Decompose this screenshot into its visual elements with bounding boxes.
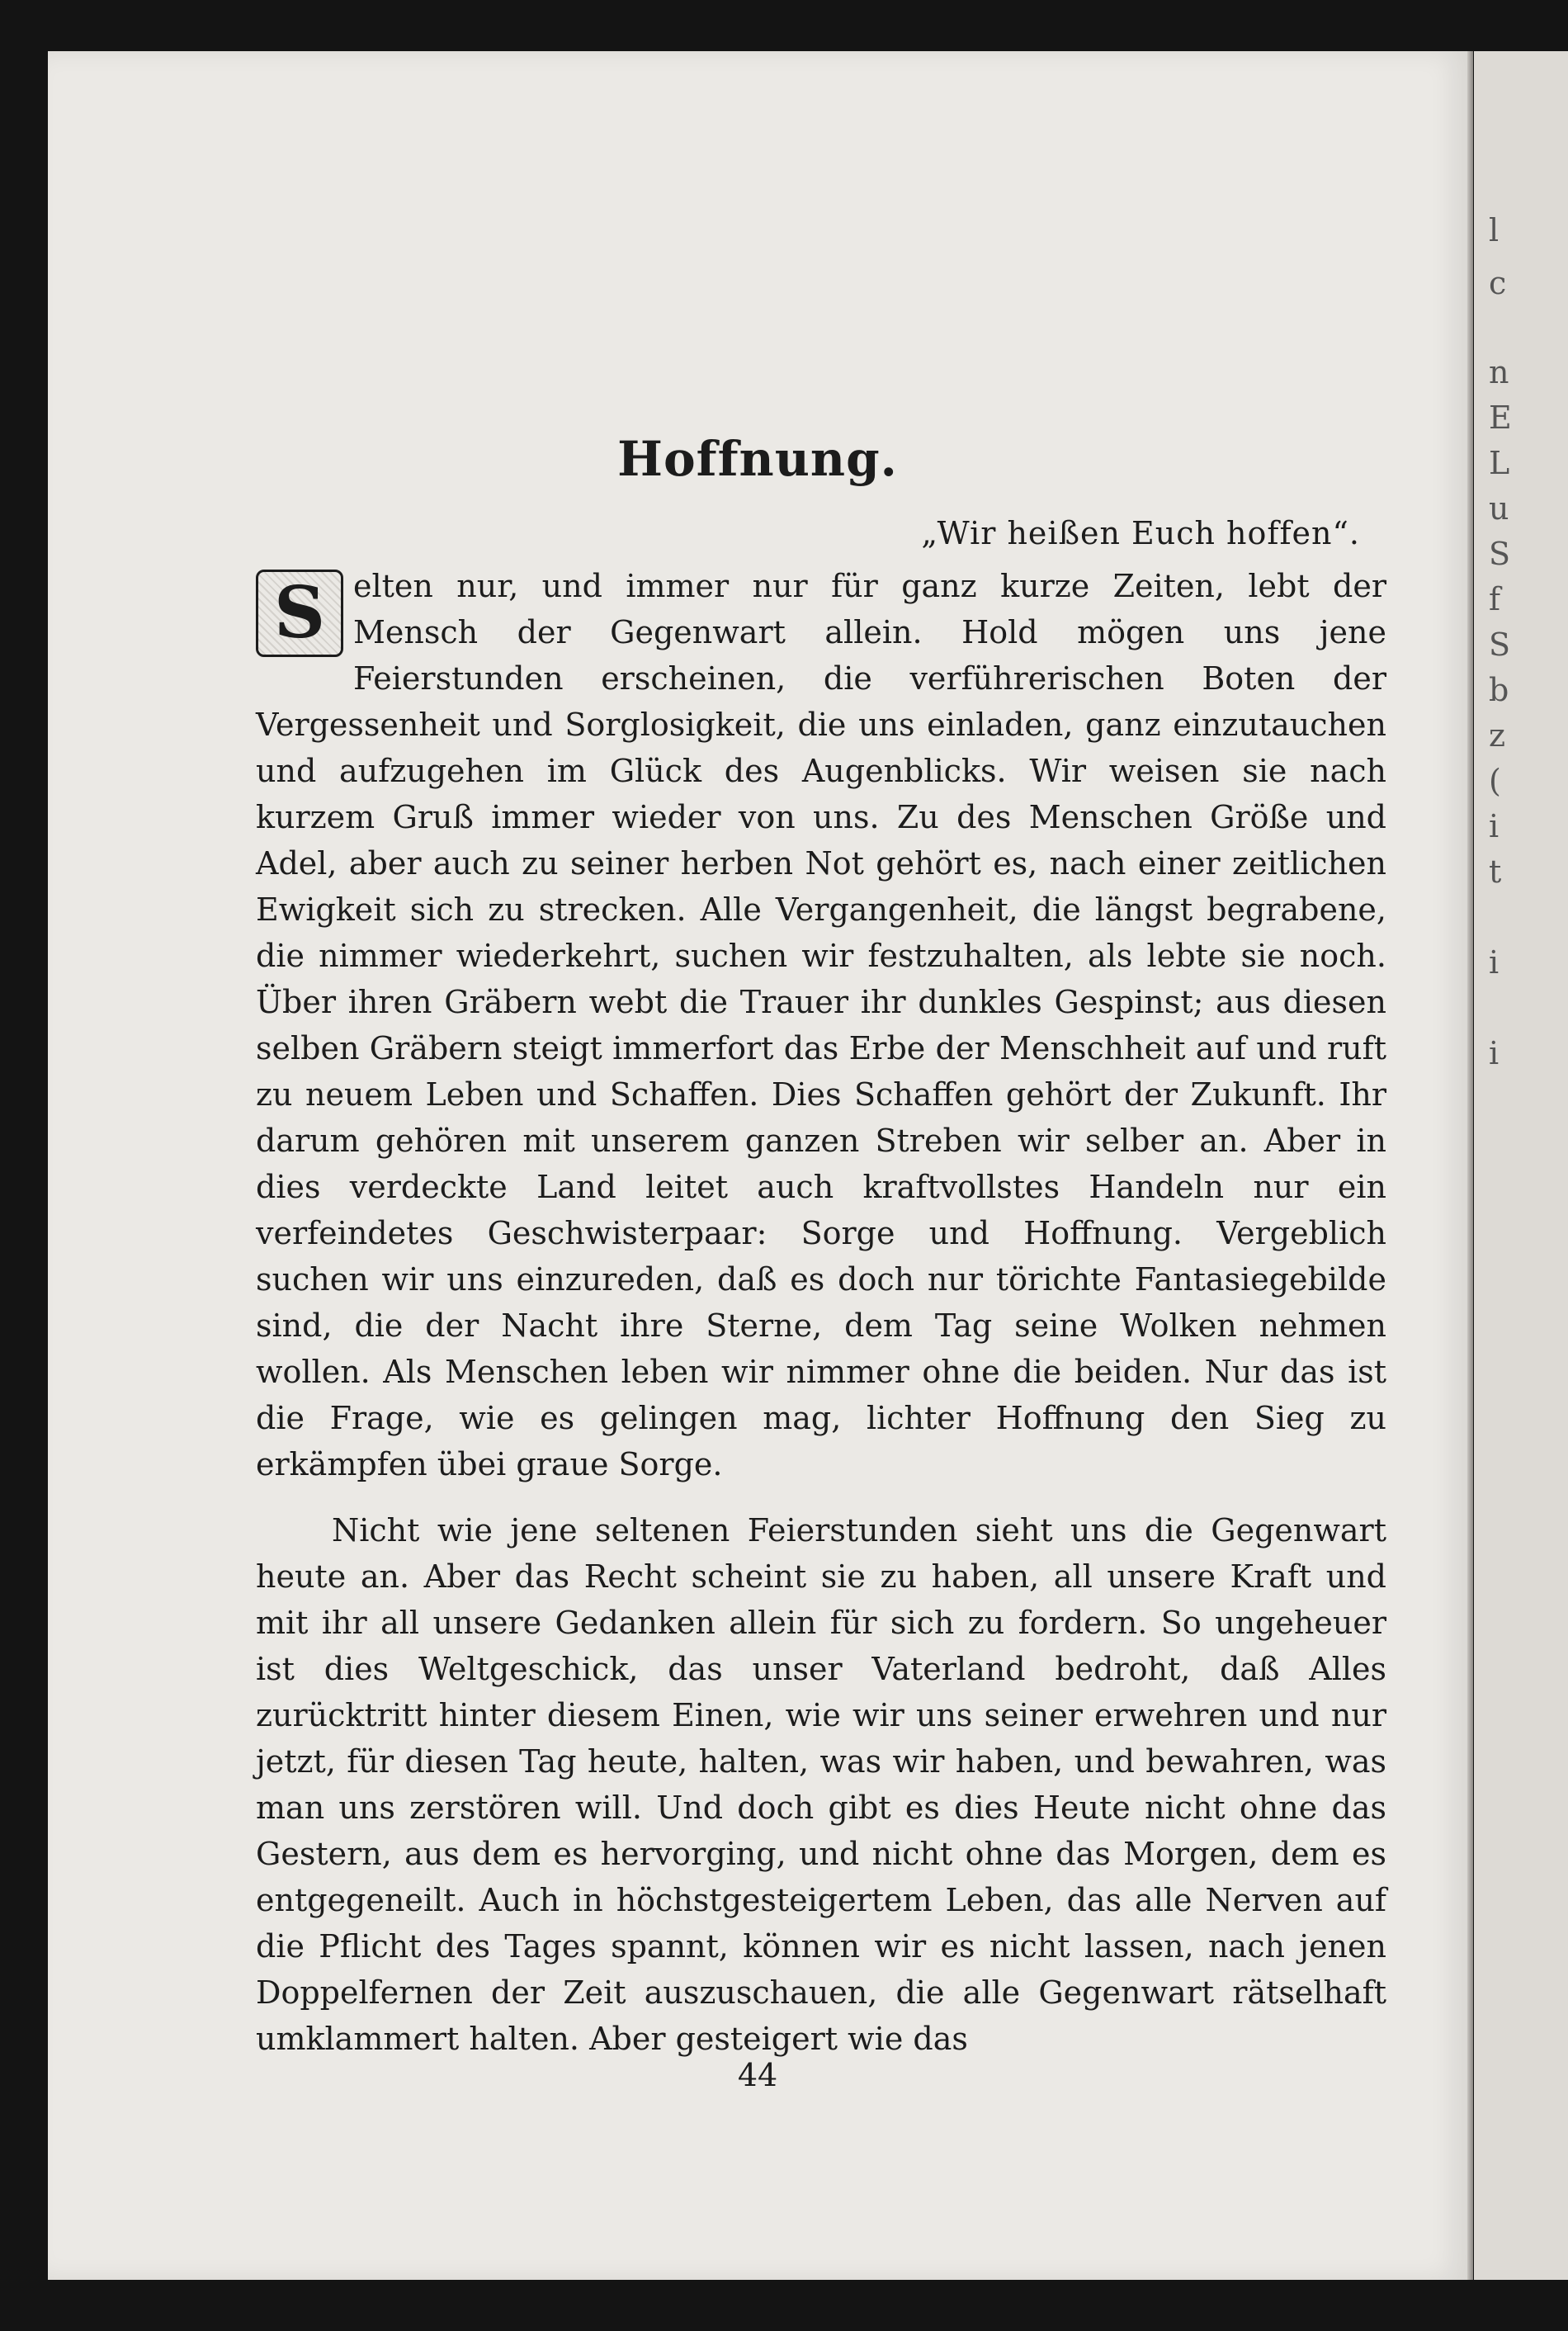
adjacent-page-fragment: (: [1489, 763, 1501, 799]
adjacent-page-fragment: i: [1489, 808, 1500, 844]
page-title: Hoffnung.: [617, 431, 898, 487]
adjacent-page-fragment: b: [1489, 672, 1509, 708]
page-number: 44: [737, 2057, 778, 2093]
motto: „Wir heißen Euch hoffen“.: [921, 515, 1360, 551]
adjacent-page-fragment: c: [1489, 265, 1507, 301]
adjacent-page-fragment: l: [1489, 212, 1500, 248]
page-edge: [1467, 51, 1473, 2280]
book-page: [48, 51, 1467, 2280]
adjacent-page-fragment: f: [1489, 581, 1501, 617]
adjacent-page-fragment: S: [1489, 536, 1511, 572]
body-text: [256, 563, 1386, 2062]
adjacent-page: [1474, 51, 1568, 2280]
paragraph: [256, 563, 1386, 1487]
adjacent-page-fragment: L: [1489, 445, 1510, 481]
adjacent-page-fragment: E: [1489, 400, 1512, 436]
adjacent-page-fragment: S: [1489, 626, 1511, 663]
adjacent-page-fragment: u: [1489, 490, 1509, 527]
adjacent-page-fragment: t: [1489, 853, 1502, 890]
adjacent-page-fragment: z: [1489, 717, 1506, 754]
adjacent-page-fragment: n: [1489, 354, 1509, 390]
paragraph-text: elten nur, und immer nur für ganz kurze Zeiten, lebt der Mensch der Gegenwart allein. Hold mögen uns jene Feierstunden erscheinen, die verführerischen Boten der Vergessenheit und Sorglosigkeit, die uns einladen, ganz einzutauchen und aufzugehen im Glück des Augenblicks. Wir weisen sie nach kurzem Gruß immer wieder von uns. Zu des Menschen Größe und Adel, aber auch zu seiner herben Not gehört es, nach einer zeitlichen Ewigkeit sich zu strecken. Alle Vergangenheit, die längst begrabene, die nimmer wiederkehrt, suchen wir festzuhalten, als lebte sie noch. Über ihren Gräbern webt die Trauer ihr dunkles Gespinst; aus diesen selben Gräbern steigt immerfort das Erbe der Menschheit auf und ruft zu neuem Leben und Schaffen. Dies Schaffen gehört der Zukunft. Ihr darum gehören mit unserem ganzen Streben wir selber an. Aber in dies verdeckte Land leitet auch kraftvollstes Handeln nur ein verfeindetes Geschwisterpaar: Sorge und Hoffnung. Vergeblich suchen wir uns einzureden, daß es doch nur törichte Fantasiegebilde sind, die der Nacht ihre Sterne, dem Tag seine Wolken nehmen wollen. Als Menschen leben wir nimmer ohne die beiden. Nur das ist die Frage, wie es gelingen mag, lichter Hoffnung den Sieg zu erkämpfen übei graue Sorge.: [256, 568, 1386, 1482]
paragraph: Nicht wie jene seltenen Feierstunden sieht uns die Gegenwart heute an. Aber das Recht scheint sie zu haben, all unsere Kraft und mit ihr all unsere Gedanken allein für sich zu fordern. So ungeheuer ist dies Weltgeschick, das unser Vaterland bedroht, daß Alles zurücktritt hinter diesem Einen, wie wir uns seiner erwehren und nur jetzt, für diesen Tag heute, halten, was wir haben, und bewahren, was man uns zerstören will. Und doch gibt es dies Heute nicht ohne das Gestern, aus dem es hervorging, und nicht ohne das Morgen, dem es entgegeneilt. Auch in höchstgesteigertem Leben, das alle Nerven auf die Pflicht des Tages spannt, können wir es nicht lassen, nach jenen Doppelfernen der Zeit auszuschauen, die alle Gegenwart rätselhaft umklammert halten. Aber gesteigert wie das: [256, 1512, 1386, 2057]
adjacent-page-fragment: i: [1489, 1035, 1500, 1071]
drop-cap: S: [256, 570, 343, 657]
adjacent-page-fragment: i: [1489, 944, 1500, 981]
